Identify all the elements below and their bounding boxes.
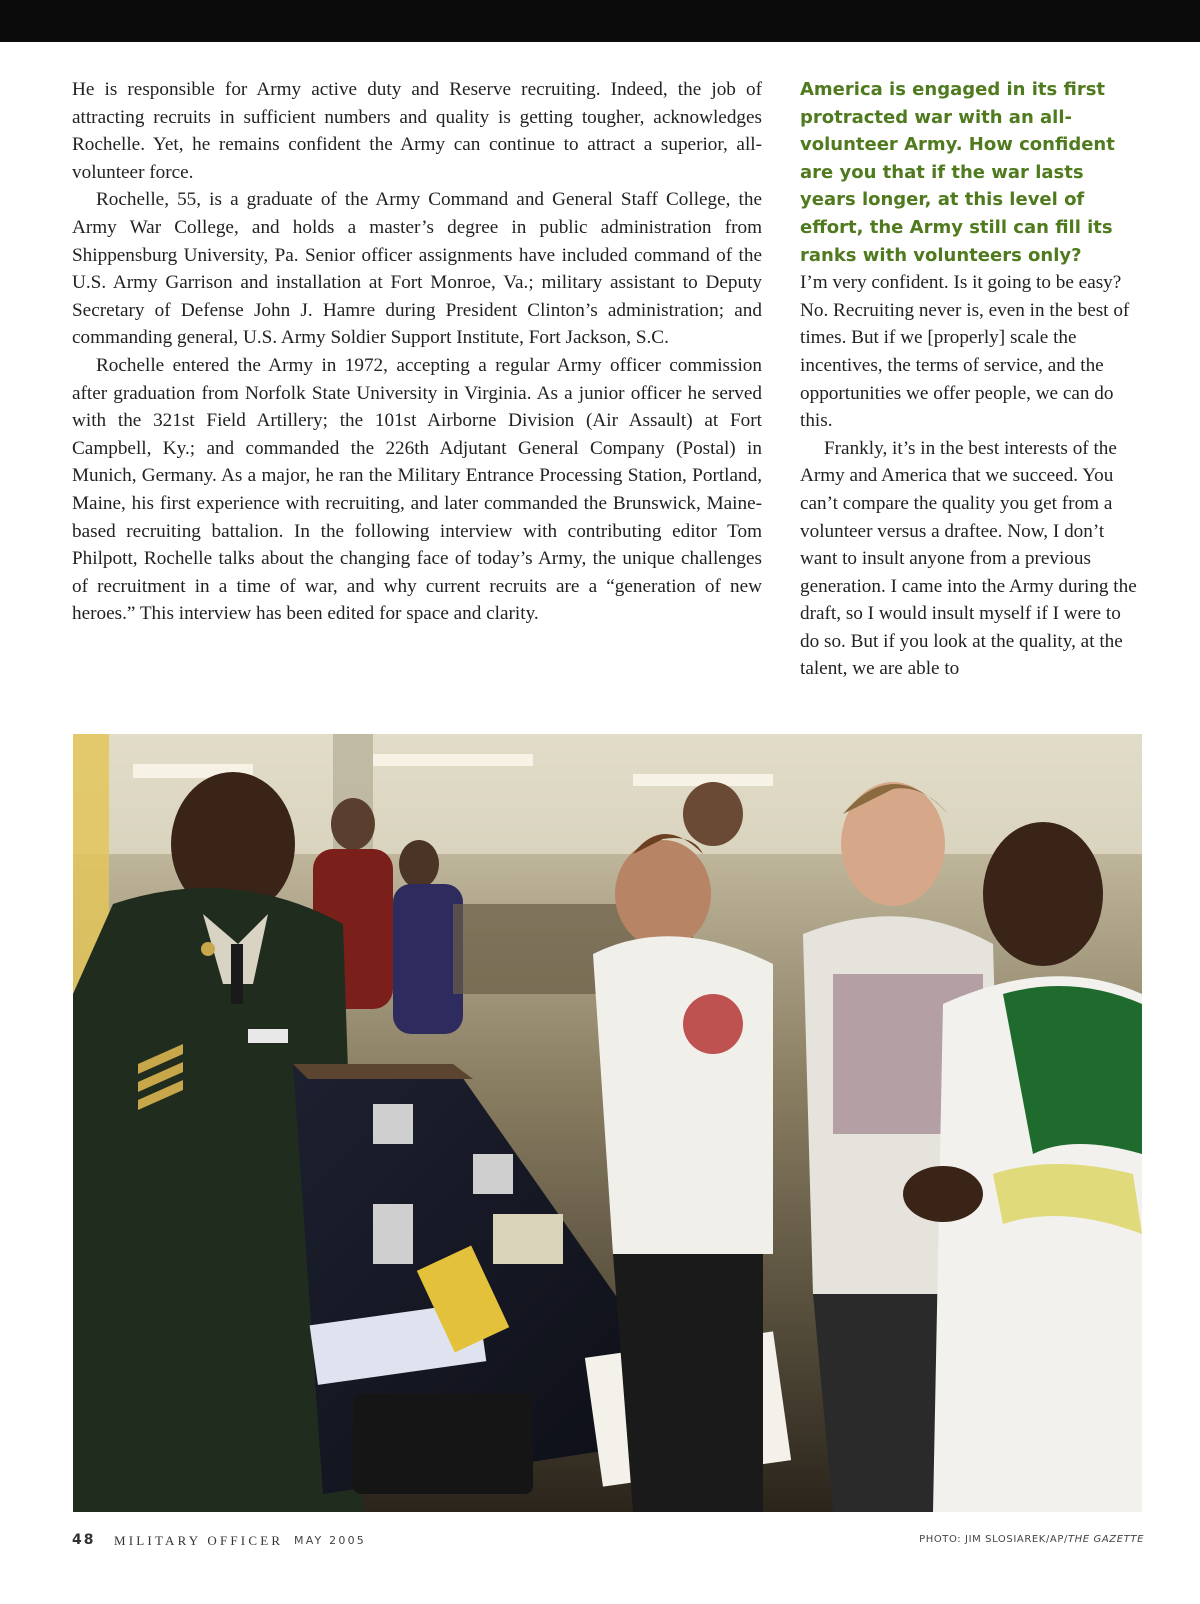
- article-paragraph-3: Rochelle entered the Army in 1972, accepting a regular Army officer commission after graduation from Norfolk State University in Virginia. As a junior officer he served with the 321st Field Artillery; the 101st Airborne Division (Air Assault) at Fort Campbell, Ky.; and commanded the 226th Adjutant General Company (Postal) in Munich, Germany. As a major, he ran the Military Entrance Processing Station, Portland, Maine, his first experience with recruiting, and later commanded the Brunswick, Maine-based recruiting battalion. In the following interview with contributing editor Tom Philpott, Rochelle talks about the changing face of today’s Army, the unique challenges of recruitment in a time of war, and why current recruits are a “generation of new heroes.” This interview has been edited for space and clarity.: [72, 354, 762, 625]
- photo-credit-publication: THE GAZETTE: [1067, 1534, 1144, 1545]
- interview-answer-2: Frankly, it’s in the best interests of the Army and America that we succeed. You can’t compare the quality you get from a volunteer versus a draftee. Now, I don’t want to insult anyone from a previous generation. I came into the Army during the draft, so I would insult myself if I were to do so. But if you look at the quality, at the talent, we are able to: [800, 437, 1137, 680]
- top-black-bar: [0, 0, 1200, 42]
- interview-column: [800, 76, 1140, 683]
- photo-credit: [919, 1534, 1144, 1545]
- page-footer: [72, 1532, 1144, 1552]
- recruiting-table-photo-illustration: [73, 734, 1142, 1512]
- interview-answer-1: I’m very confident. Is it going to be easy? No. Recruiting never is, even in the best of times. But if we [properly] scale the incentives, the terms of service, and the opportunities we offer people, we can do this.: [800, 272, 1130, 432]
- page-number: 48: [72, 1532, 96, 1548]
- recruiting-photo: [73, 734, 1142, 1512]
- photo-credit-prefix: PHOTO: JIM SLOSIAREK/AP/: [919, 1534, 1068, 1545]
- main-article-column: [72, 76, 762, 628]
- issue-date: MAY 2005: [294, 1534, 366, 1547]
- interview-question: America is engaged in its first protracted war with an all-volunteer Army. How confident are you that if the war lasts years longer, at this level of effort, the Army still can fill its ranks with volunteers only?: [800, 79, 1115, 266]
- article-paragraph-2: Rochelle, 55, is a graduate of the Army Command and General Staff College, the Army War College, and holds a master’s degree in public administration from Shippensburg University, Pa. Senior officer assignments have included command of the U.S. Army Garrison and installation at Fort Monroe, Va.; military assistant to Deputy Secretary of Defense John J. Hamre during President Clinton’s administration; and commanding general, U.S. Army Soldier Support Institute, Fort Jackson, S.C.: [72, 189, 762, 349]
- article-paragraph-1: He is responsible for Army active duty and Reserve recruiting. Indeed, the job of attracting recruits in sufficient numbers and quality is getting tougher, acknowledges Rochelle. Yet, he remains confident the Army can continue to attract a superior, all-volunteer force.: [72, 79, 762, 183]
- magazine-name: MILITARY OFFICER: [114, 1533, 284, 1548]
